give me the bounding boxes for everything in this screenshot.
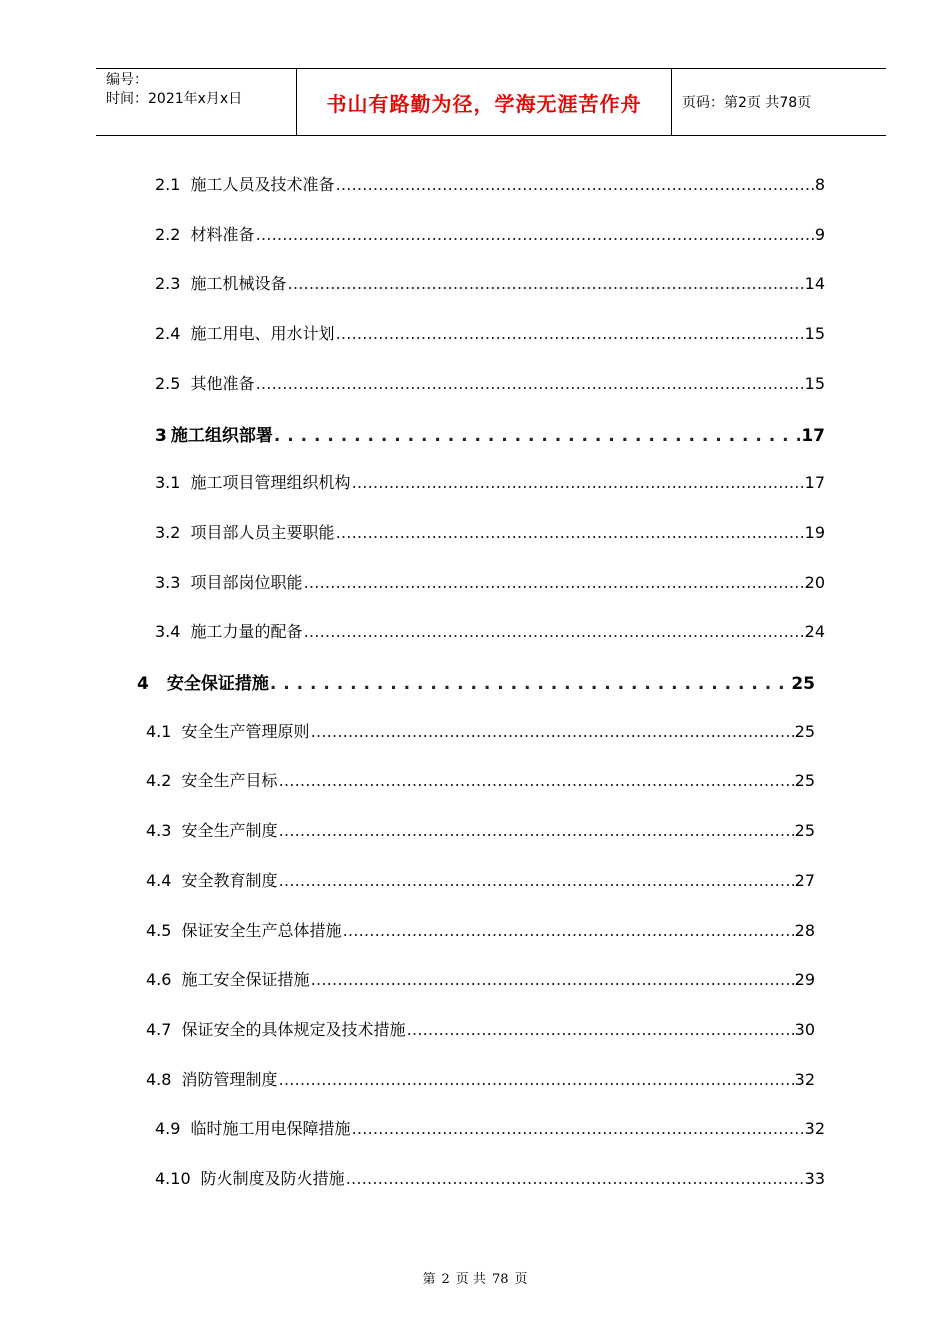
toc-entry[interactable] bbox=[146, 918, 815, 941]
toc-entry-page: 17 bbox=[801, 426, 825, 446]
toc-leader-dots bbox=[303, 573, 803, 592]
toc-entry[interactable] bbox=[155, 470, 825, 493]
toc-entry[interactable] bbox=[155, 222, 825, 245]
toc-entry-page: 24 bbox=[804, 622, 825, 641]
toc-leader-dots bbox=[287, 274, 803, 293]
toc-entry[interactable] bbox=[155, 1166, 825, 1189]
toc-entry-title: 安全生产制度 bbox=[181, 821, 278, 840]
toc-entry[interactable] bbox=[155, 520, 825, 543]
page-footer bbox=[0, 1268, 950, 1287]
code-label: 编号： bbox=[106, 72, 148, 88]
toc-entry[interactable] bbox=[155, 619, 825, 642]
toc-entry-page: 8 bbox=[814, 175, 825, 194]
toc-leader-dots bbox=[303, 622, 803, 641]
toc-entry-page: 30 bbox=[794, 1020, 815, 1039]
toc-entry-number: 2.3 bbox=[155, 274, 181, 293]
date-label: 时间：2021年x月x日 bbox=[106, 91, 243, 107]
toc-entry[interactable] bbox=[155, 371, 825, 394]
toc-leader-dots bbox=[310, 970, 793, 989]
toc-leader-dots bbox=[351, 1119, 803, 1138]
header-meta bbox=[96, 69, 297, 135]
toc-entry-page: 15 bbox=[804, 324, 825, 343]
toc-entry-page: 19 bbox=[804, 523, 825, 542]
toc-entry[interactable] bbox=[146, 768, 815, 791]
toc-entry-title: 项目部岗位职能 bbox=[190, 573, 303, 592]
toc-entry[interactable] bbox=[137, 669, 815, 694]
toc-leader-dots bbox=[335, 324, 803, 343]
toc-entry-title: 施工力量的配备 bbox=[190, 622, 303, 641]
toc-leader-dots bbox=[278, 821, 793, 840]
toc-leader-dots bbox=[278, 871, 793, 890]
toc-entry-title: 施工机械设备 bbox=[190, 274, 287, 293]
toc-entry-page: 29 bbox=[794, 970, 815, 989]
toc-leader-dots bbox=[278, 771, 793, 790]
toc-entry-page: 25 bbox=[791, 674, 815, 694]
toc-entry[interactable] bbox=[146, 818, 815, 841]
toc-entry-number: 2.4 bbox=[155, 324, 181, 343]
toc-entry-number: 3.4 bbox=[155, 622, 181, 641]
toc-entry-number: 4.3 bbox=[146, 821, 172, 840]
footer-current-page: 2 bbox=[441, 1272, 450, 1287]
toc-entry-page: 25 bbox=[794, 722, 815, 741]
toc-entry-page: 33 bbox=[804, 1169, 825, 1188]
toc-entry-title: 其他准备 bbox=[190, 374, 255, 393]
toc-entry-title: 安全生产目标 bbox=[181, 771, 278, 790]
toc-entry-title: 消防管理制度 bbox=[181, 1070, 278, 1089]
toc-entry-title: 安全生产管理原则 bbox=[181, 722, 310, 741]
toc-entry[interactable] bbox=[146, 967, 815, 990]
toc-entry-number: 4.8 bbox=[146, 1070, 172, 1089]
toc-entry-title: 保证安全生产总体措施 bbox=[181, 921, 342, 940]
header-page-info: 页码：第2页 共78页 bbox=[682, 95, 812, 111]
toc-entry-page: 25 bbox=[794, 821, 815, 840]
toc-leader-dots bbox=[351, 473, 803, 492]
toc-entry-page: 15 bbox=[804, 374, 825, 393]
toc-entry-page: 9 bbox=[814, 225, 825, 244]
toc-entry[interactable] bbox=[155, 321, 825, 344]
toc-entry-title: 安全保证措施 bbox=[166, 674, 269, 694]
toc-entry-page: 27 bbox=[794, 871, 815, 890]
toc-leader-dots bbox=[406, 1020, 793, 1039]
toc-entry-page: 17 bbox=[804, 473, 825, 492]
toc-entry-title: 临时施工用电保障措施 bbox=[190, 1119, 351, 1138]
footer-prefix: 第 bbox=[422, 1272, 436, 1287]
toc-leader-dots bbox=[255, 225, 813, 244]
toc-entry-number: 4.5 bbox=[146, 921, 172, 940]
toc-entry-number: 4.7 bbox=[146, 1020, 172, 1039]
toc-leader-dots bbox=[278, 1070, 793, 1089]
toc-entry-page: 20 bbox=[804, 573, 825, 592]
toc-leader-dots bbox=[335, 175, 813, 194]
toc-entry-title: 项目部人员主要职能 bbox=[190, 523, 335, 542]
toc-entry-page: 32 bbox=[794, 1070, 815, 1089]
footer-total-pages: 78 bbox=[491, 1272, 509, 1287]
toc-entry-number: 4.2 bbox=[146, 771, 172, 790]
toc-entry-title: 施工项目管理组织机构 bbox=[190, 473, 351, 492]
toc-entry[interactable] bbox=[146, 1067, 815, 1090]
toc-entry-number: 2.1 bbox=[155, 175, 181, 194]
header-motto: 书山有路勤为径，学海无涯苦作舟 bbox=[297, 69, 672, 135]
toc-entry-page: 14 bbox=[804, 274, 825, 293]
toc-entry-number: 4.4 bbox=[146, 871, 172, 890]
toc-entry-title: 施工人员及技术准备 bbox=[190, 175, 335, 194]
toc-leader-dots bbox=[270, 674, 790, 694]
toc-entry[interactable] bbox=[155, 271, 825, 294]
toc-entry[interactable] bbox=[146, 719, 815, 742]
toc-entry[interactable] bbox=[155, 172, 825, 195]
toc-entry-number: 4.9 bbox=[155, 1119, 181, 1138]
toc-leader-dots bbox=[342, 921, 793, 940]
toc-entry-page: 32 bbox=[804, 1119, 825, 1138]
page-header bbox=[96, 68, 886, 136]
toc-entry-number: 3 bbox=[155, 426, 167, 446]
footer-mid: 页 共 bbox=[455, 1272, 486, 1287]
toc-leader-dots bbox=[274, 426, 800, 446]
toc-entry-title: 施工用电、用水计划 bbox=[190, 324, 335, 343]
toc-entry-number: 3.1 bbox=[155, 473, 181, 492]
toc-entry[interactable] bbox=[155, 570, 825, 593]
toc-leader-dots bbox=[335, 523, 803, 542]
toc-entry-number: 4 bbox=[137, 674, 149, 694]
toc-entry[interactable] bbox=[155, 421, 825, 446]
footer-suffix: 页 bbox=[514, 1272, 528, 1287]
toc-entry-number: 4.6 bbox=[146, 970, 172, 989]
toc-entry-title: 材料准备 bbox=[190, 225, 255, 244]
toc-entry-title: 防火制度及防火措施 bbox=[200, 1169, 345, 1188]
toc-leader-dots bbox=[346, 1169, 804, 1188]
toc-leader-dots bbox=[310, 722, 793, 741]
toc-entry[interactable] bbox=[146, 868, 815, 891]
toc-entry-title: 保证安全的具体规定及技术措施 bbox=[181, 1020, 406, 1039]
toc-entry-number: 2.2 bbox=[155, 225, 181, 244]
toc-entry-page: 25 bbox=[794, 771, 815, 790]
toc-leader-dots bbox=[255, 374, 803, 393]
toc-entry[interactable] bbox=[146, 1017, 815, 1040]
toc-entry-page: 28 bbox=[794, 921, 815, 940]
toc-entry-title: 安全教育制度 bbox=[181, 871, 278, 890]
toc-entry-number: 3.3 bbox=[155, 573, 181, 592]
toc-entry-number: 2.5 bbox=[155, 374, 181, 393]
toc-entry-title: 施工安全保证措施 bbox=[181, 970, 310, 989]
toc-entry-number: 4.1 bbox=[146, 722, 172, 741]
toc-entry-number: 3.2 bbox=[155, 523, 181, 542]
toc-entry-number: 4.10 bbox=[155, 1169, 191, 1188]
toc-entry[interactable] bbox=[155, 1116, 825, 1139]
toc-entry-title: 施工组织部署 bbox=[170, 426, 273, 446]
